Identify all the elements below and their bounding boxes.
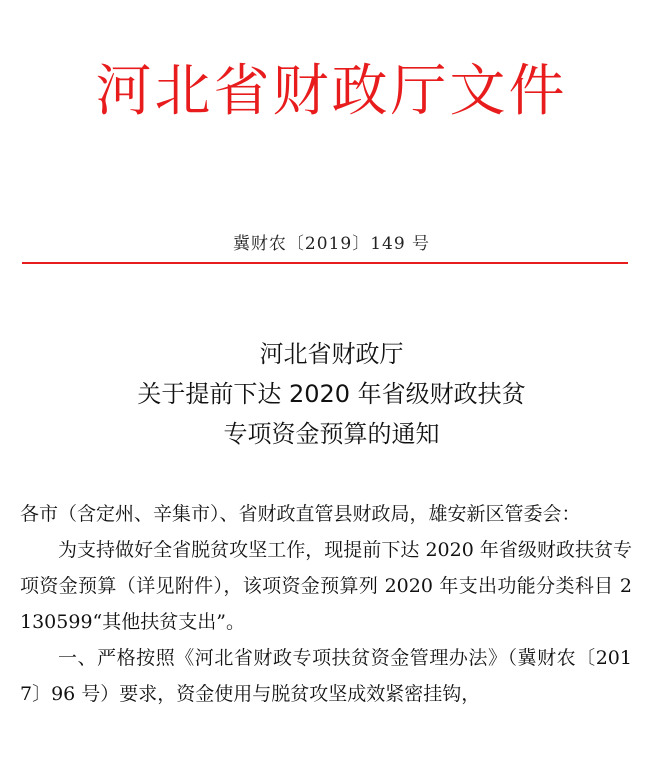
issuer-header-title: 河北省财政厅文件 [95, 59, 568, 124]
addressee-paragraph: 各市（含定州、辛集市）、省财政直管县财政局，雄安新区管委会： [20, 503, 581, 525]
body-paragraph-1: 为支持做好全省脱贫攻坚工作，现提前下达 2020 年省级财政扶贫专项资金预算（详见附件），该项资金预算列 2020 年支出功能分类科目 2130599“其他扶贫支出”。 [20, 539, 632, 633]
document-number: 冀财农〔2019〕149 号 [232, 234, 431, 254]
title-line-2: 关于提前下达 2020 年省级财政扶贫 [137, 380, 526, 408]
notice-title [0, 334, 663, 454]
red-divider-line [22, 262, 628, 264]
document-body [20, 496, 632, 712]
body-paragraph-2: 一、严格按照《河北省财政专项扶贫资金管理办法》（冀财农〔2017〕96 号）要求，资金使用与脱贫攻坚成效紧密挂钩， [20, 647, 632, 705]
title-line-1: 河北省财政厅 [259, 340, 404, 368]
title-line-3: 专项资金预算的通知 [223, 420, 440, 448]
